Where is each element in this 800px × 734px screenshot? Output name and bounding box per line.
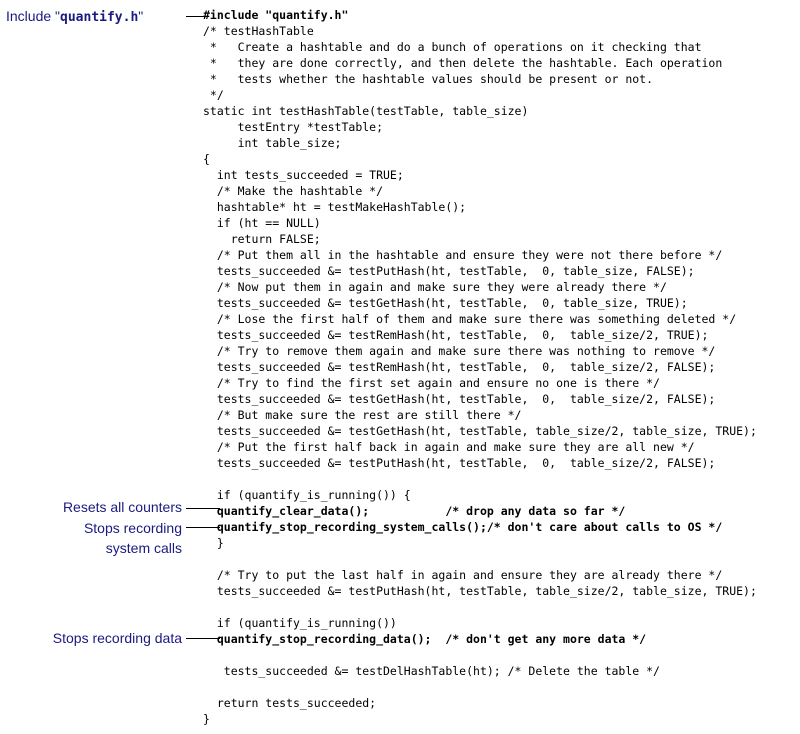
code-line: */ — [203, 88, 224, 102]
code-line: return tests_succeeded; — [203, 696, 377, 710]
code-line: int table_size; — [203, 136, 342, 150]
stops-recording-annotation-line2: system calls — [105, 540, 182, 556]
code-line: /* But make sure the rest are still there */ — [203, 408, 522, 422]
code-line: /* Now put them in again and make sure they were already there */ — [203, 280, 667, 294]
code-line: if (quantify_is_running()) { — [203, 488, 411, 502]
code-line: } — [203, 712, 210, 726]
code-line-stop-recording-data: quantify_stop_recording_data(); /* don't get any more data */ — [203, 632, 647, 646]
code-line: * they are done correctly, and then delete the hashtable. Each operation — [203, 56, 723, 70]
code-line: hashtable* ht = testMakeHashTable(); — [203, 200, 467, 214]
stops-recording-data-annotation: Stops recording data — [52, 630, 182, 646]
code-line: tests_succeeded &= testDelHashTable(ht); /* Delete the table */ — [203, 664, 660, 678]
code-line: tests_succeeded &= testRemHash(ht, testTable, 0, table_size/2, TRUE); — [203, 328, 709, 342]
code-line: * Create a hashtable and do a bunch of operations on it checking that — [203, 40, 702, 54]
code-line: return FALSE; — [203, 232, 321, 246]
include-annotation-filename: quantify.h — [60, 10, 139, 25]
code-line: testEntry *testTable; — [203, 120, 384, 134]
code-line: tests_succeeded &= testRemHash(ht, testTable, 0, table_size/2, FALSE); — [203, 360, 716, 374]
code-line: tests_succeeded &= testPutHash(ht, testTable, 0, table_size, FALSE); — [203, 264, 695, 278]
resets-counters-annotation: Resets all counters — [62, 499, 182, 515]
code-line-include: #include "quantify.h" — [203, 8, 349, 22]
code-line: tests_succeeded &= testGetHash(ht, testTable, table_size/2, table_size, TRUE); — [203, 424, 757, 438]
code-line: tests_succeeded &= testPutHash(ht, testTable, 0, table_size/2, FALSE); — [203, 456, 716, 470]
code-line: /* Try to find the first set again and ensure no one is there */ — [203, 376, 660, 390]
code-line: } — [203, 536, 224, 550]
code-line: /* Try to put the last half in again and ensure they are already there */ — [203, 568, 723, 582]
code-line: tests_succeeded &= testPutHash(ht, testTable, table_size/2, table_size, TRUE); — [203, 584, 757, 598]
code-line: /* testHashTable — [203, 24, 314, 38]
include-annotation-suffix: " — [138, 8, 144, 24]
code-line-stop-system-calls: quantify_stop_recording_system_calls();/* don't care about calls to OS */ — [203, 520, 723, 534]
code-line: /* Make the hashtable */ — [203, 184, 384, 198]
code-line: if (quantify_is_running()) — [203, 616, 397, 630]
code-line: /* Lose the first half of them and make sure there was something deleted */ — [203, 312, 737, 326]
code-line: /* Put the first half back in again and make sure they are all new */ — [203, 440, 695, 454]
code-line: tests_succeeded &= testGetHash(ht, testTable, 0, table_size, TRUE); — [203, 296, 688, 310]
code-line: static int testHashTable(testTable, table_size) — [203, 104, 529, 118]
code-line-clear-data: quantify_clear_data(); /* drop any data so far */ — [203, 504, 626, 518]
code-line: tests_succeeded &= testGetHash(ht, testTable, 0, table_size/2, FALSE); — [203, 392, 716, 406]
code-line: int tests_succeeded = TRUE; — [203, 168, 404, 182]
code-line: /* Put them all in the hashtable and ensure they were not there before */ — [203, 248, 723, 262]
code-line: /* Try to remove them again and make sure there was nothing to remove */ — [203, 344, 716, 358]
code-line: * tests whether the hashtable values should be present or not. — [203, 72, 654, 86]
stops-recording-annotation-line1: Stops recording — [83, 520, 182, 536]
code-line: if (ht == NULL) — [203, 216, 321, 230]
include-annotation — [6, 8, 143, 26]
code-line: { — [203, 152, 210, 166]
include-annotation-prefix: Include " — [6, 8, 61, 24]
